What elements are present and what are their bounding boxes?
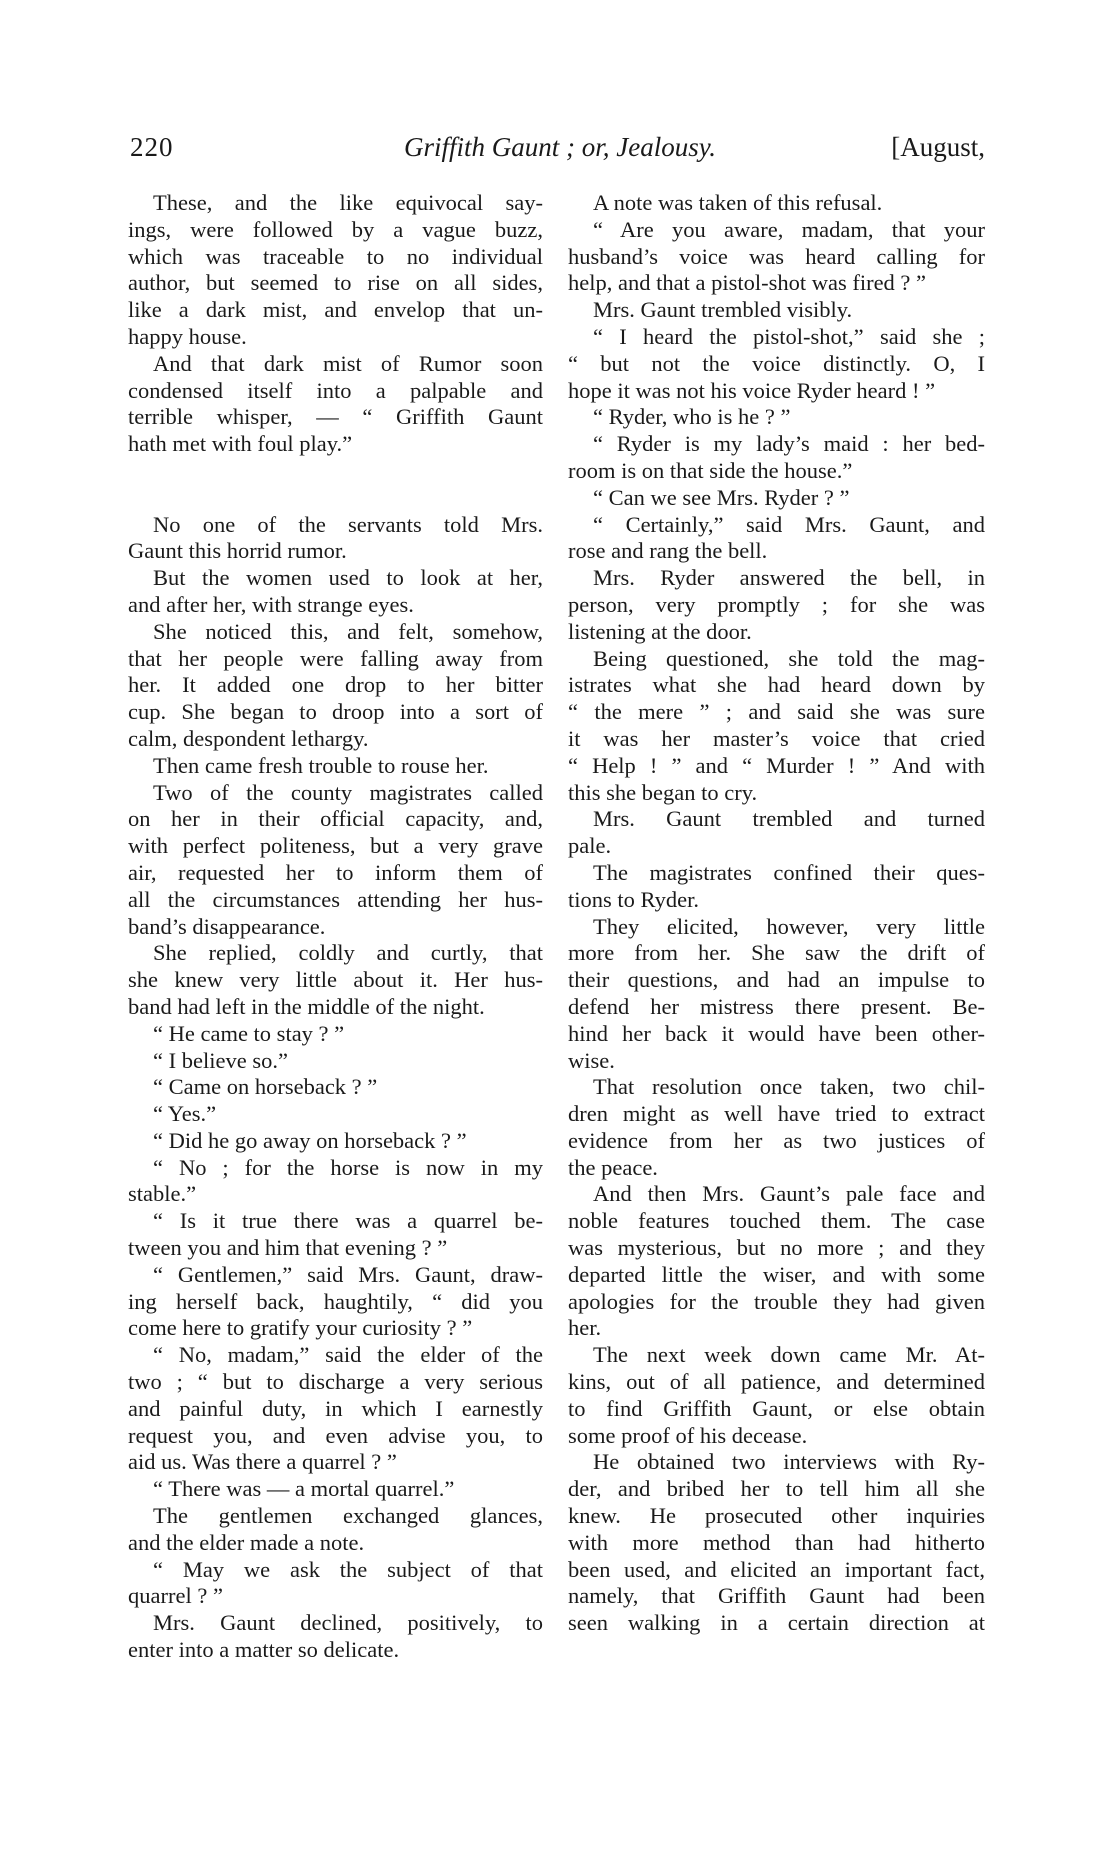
text-line: “ He came to stay ? ” [153, 1020, 345, 1046]
text-line: hind her back it would have been other- [568, 1020, 985, 1046]
text-line: But the women used to look at her, [153, 565, 543, 591]
text-line: “ Is it true there was a quarrel be- [153, 1208, 543, 1234]
text-line: “ Certainly,” said Mrs. Gaunt, and [593, 511, 985, 537]
text-line: der, and bribed her to tell him all she [568, 1476, 985, 1502]
text-line: “ Gentlemen,” said Mrs. Gaunt, draw- [153, 1261, 543, 1287]
text-line: evidence from her as two justices of [568, 1127, 985, 1153]
text-line: with more method than had hitherto [568, 1529, 985, 1555]
paragraph [568, 914, 985, 1075]
text-line: “ Can we see Mrs. Ryder ? ” [593, 484, 850, 510]
text-line: it was her master’s voice that cried [568, 725, 985, 751]
paragraph [568, 1342, 985, 1449]
text-line: band’s disappearance. [128, 913, 326, 939]
text-line: istrates what she had heard down by [568, 672, 985, 698]
text-line: “ May we ask the subject of that [153, 1556, 543, 1582]
text-line: Mrs. Ryder answered the bell, in [593, 565, 985, 591]
paragraph [128, 1074, 543, 1101]
left-column [128, 190, 543, 1664]
text-line: on her in their official capacity, and, [128, 806, 543, 832]
text-line: wise. [568, 1047, 615, 1073]
text-line: two ; “ but to discharge a very serious [128, 1369, 543, 1395]
right-column [568, 190, 985, 1637]
text-line: namely, that Griffith Gaunt had been [568, 1583, 985, 1609]
paragraph [128, 753, 543, 780]
section-break [128, 458, 543, 512]
text-line: more from her. She saw the drift of [568, 940, 985, 966]
text-line: She noticed this, and felt, somehow, [153, 618, 543, 644]
text-line: And that dark mist of Rumor soon [153, 350, 543, 376]
paragraph [568, 646, 985, 807]
text-line: seen walking in a certain direction at [568, 1610, 985, 1636]
paragraph [128, 565, 543, 619]
text-line: The magistrates confined their ques- [593, 859, 985, 885]
text-line: “ No ; for the horse is now in my [153, 1154, 543, 1180]
text-line: their questions, and had an impulse to [568, 967, 985, 993]
text-line: “ I believe so.” [153, 1047, 288, 1073]
text-line: Mrs. Gaunt trembled and turned [593, 806, 985, 832]
running-title: Griffith Gaunt ; or, Jealousy. [404, 132, 716, 162]
text-line: “ Ryder is my lady’s maid : her bed- [593, 431, 985, 457]
text-line: that her people were falling away from [128, 645, 543, 671]
text-line: She replied, coldly and curtly, that [153, 940, 543, 966]
text-line: stable.” [128, 1181, 197, 1207]
text-line: “ I heard the pistol-shot,” said she ; [593, 323, 985, 349]
text-line: cup. She began to droop into a sort of [128, 699, 543, 725]
text-line: pale. [568, 833, 612, 859]
text-line: “ Are you aware, madam, that your [593, 216, 985, 242]
text-line: listening at the door. [568, 618, 752, 644]
paragraph [568, 297, 985, 324]
text-line: Two of the county magistrates called [153, 779, 543, 805]
text-line: knew. He prosecuted other inquiries [568, 1503, 985, 1529]
text-line: dren might as well have tried to extract [568, 1101, 985, 1127]
text-line: author, but seemed to rise on all sides, [128, 270, 543, 296]
text-line: kins, out of all patience, and determined [568, 1369, 985, 1395]
paragraph [568, 404, 985, 431]
text-line: “ Ryder, who is he ? ” [593, 404, 791, 430]
paragraph [128, 780, 543, 941]
text-line: ing herself back, haughtily, “ did you [128, 1288, 543, 1314]
text-line: terrible whisper, — “ Griffith Gaunt [128, 404, 543, 430]
text-line: That resolution once taken, two chil- [593, 1074, 985, 1100]
paragraph [128, 1503, 543, 1557]
paragraph [128, 1476, 543, 1503]
text-line: aid us. Was there a quarrel ? ” [128, 1449, 397, 1475]
text-line: come here to gratify your curiosity ? ” [128, 1315, 473, 1341]
paragraph [128, 1021, 543, 1048]
paragraph [128, 1155, 543, 1209]
paragraph [128, 1128, 543, 1155]
text-line: “ There was — a mortal quarrel.” [153, 1476, 455, 1502]
text-line: The gentlemen exchanged glances, [153, 1503, 543, 1529]
text-line: Mrs. Gaunt trembled visibly. [593, 297, 853, 323]
paragraph [568, 217, 985, 297]
text-line: “ Help ! ” and “ Murder ! ” And with [568, 752, 985, 778]
paragraph [128, 1208, 543, 1262]
text-line: condensed itself into a palpable and [128, 377, 543, 403]
paragraph [568, 512, 985, 566]
text-line: “ Yes.” [153, 1101, 217, 1127]
paragraph [568, 485, 985, 512]
text-line: some proof of his decease. [568, 1422, 808, 1448]
paragraph [128, 1342, 543, 1476]
text-line: person, very promptly ; for she was [568, 591, 985, 617]
paragraph [568, 860, 985, 914]
text-line: departed little the wiser, and with some [568, 1261, 985, 1287]
paragraph [128, 619, 543, 753]
text-line: help, and that a pistol-shot was fired ? ” [568, 270, 927, 296]
text-line: request you, and even advise you, to [128, 1422, 543, 1448]
text-line: all the circumstances attending her hus- [128, 886, 543, 912]
paragraph [568, 1449, 985, 1637]
text-line: Mrs. Gaunt declined, positively, to [153, 1610, 543, 1636]
running-date: [August, [891, 132, 985, 162]
text-line: Gaunt this horrid rumor. [128, 538, 347, 564]
paragraph [568, 565, 985, 645]
text-line: was mysterious, but no more ; and they [568, 1235, 985, 1261]
text-line: and the elder made a note. [128, 1529, 365, 1555]
paragraph [568, 1074, 985, 1181]
text-line: room is on that side the house.” [568, 457, 853, 483]
paragraph [128, 1262, 543, 1342]
text-line: her. [568, 1315, 602, 1341]
text-line: hath met with foul play.” [128, 431, 353, 457]
text-line: “ Came on horseback ? ” [153, 1074, 378, 1100]
text-line: with perfect politeness, but a very grave [128, 833, 543, 859]
paragraph [128, 1048, 543, 1075]
text-line: Being questioned, she told the mag- [593, 645, 985, 671]
paragraph [568, 324, 985, 404]
paragraph [568, 190, 985, 217]
text-line: He obtained two interviews with Ry- [593, 1449, 985, 1475]
text-line: and after her, with strange eyes. [128, 591, 414, 617]
text-line: apologies for the trouble they had given [568, 1288, 985, 1314]
text-line: They elicited, however, very little [593, 913, 985, 939]
text-line: her. It added one drop to her bitter [128, 672, 543, 698]
text-line: “ but not the voice distinctly. O, I [568, 350, 985, 376]
text-line: calm, despondent lethargy. [128, 725, 369, 751]
text-line: this she began to cry. [568, 779, 758, 805]
text-line: husband’s voice was heard calling for [568, 243, 985, 269]
text-line: tions to Ryder. [568, 886, 699, 912]
text-line: happy house. [128, 323, 247, 349]
text-line: like a dark mist, and envelop that un- [128, 297, 543, 323]
text-line: enter into a matter so delicate. [128, 1637, 400, 1663]
text-line: “ Did he go away on horseback ? ” [153, 1127, 467, 1153]
paragraph [128, 190, 543, 351]
text-line: air, requested her to inform them of [128, 859, 543, 885]
paragraph [128, 351, 543, 458]
paragraph [128, 512, 543, 566]
text-line: The next week down came Mr. At- [593, 1342, 985, 1368]
text-line: and painful duty, in which I earnestly [128, 1395, 543, 1421]
text-line: she knew very little about it. Her hus- [128, 967, 543, 993]
text-line: the peace. [568, 1154, 658, 1180]
text-line: hope it was not his voice Ryder heard ! ” [568, 377, 936, 403]
paragraph [128, 1610, 543, 1664]
text-line: to find Griffith Gaunt, or else obtain [568, 1395, 985, 1421]
paragraph [568, 1181, 985, 1342]
text-line: ings, were followed by a vague buzz, [128, 216, 543, 242]
text-line: “ the mere ” ; and said she was sure [568, 699, 985, 725]
paragraph [128, 1101, 543, 1128]
text-line: defend her mistress there present. Be- [568, 993, 985, 1019]
text-line: A note was taken of this refusal. [593, 190, 883, 215]
text-line: quarrel ? ” [128, 1583, 223, 1609]
page-number: 220 [130, 132, 174, 162]
text-line: These, and the like equivocal say- [153, 190, 543, 215]
text-line: And then Mrs. Gaunt’s pale face and [593, 1181, 985, 1207]
text-line: “ No, madam,” said the elder of the [153, 1342, 543, 1368]
text-line: Then came fresh trouble to rouse her. [153, 752, 489, 778]
paragraph [568, 431, 985, 485]
text-line: No one of the servants told Mrs. [153, 511, 543, 537]
paragraph [128, 940, 543, 1020]
text-line: rose and rang the bell. [568, 538, 768, 564]
text-line: tween you and him that evening ? ” [128, 1235, 448, 1261]
text-line: noble features touched them. The case [568, 1208, 985, 1234]
text-line: been used, and elicited an important fact, [568, 1556, 985, 1582]
text-line: band had left in the middle of the night. [128, 993, 485, 1019]
paragraph [568, 806, 985, 860]
paragraph [128, 1557, 543, 1611]
text-line: which was traceable to no individual [128, 243, 543, 269]
